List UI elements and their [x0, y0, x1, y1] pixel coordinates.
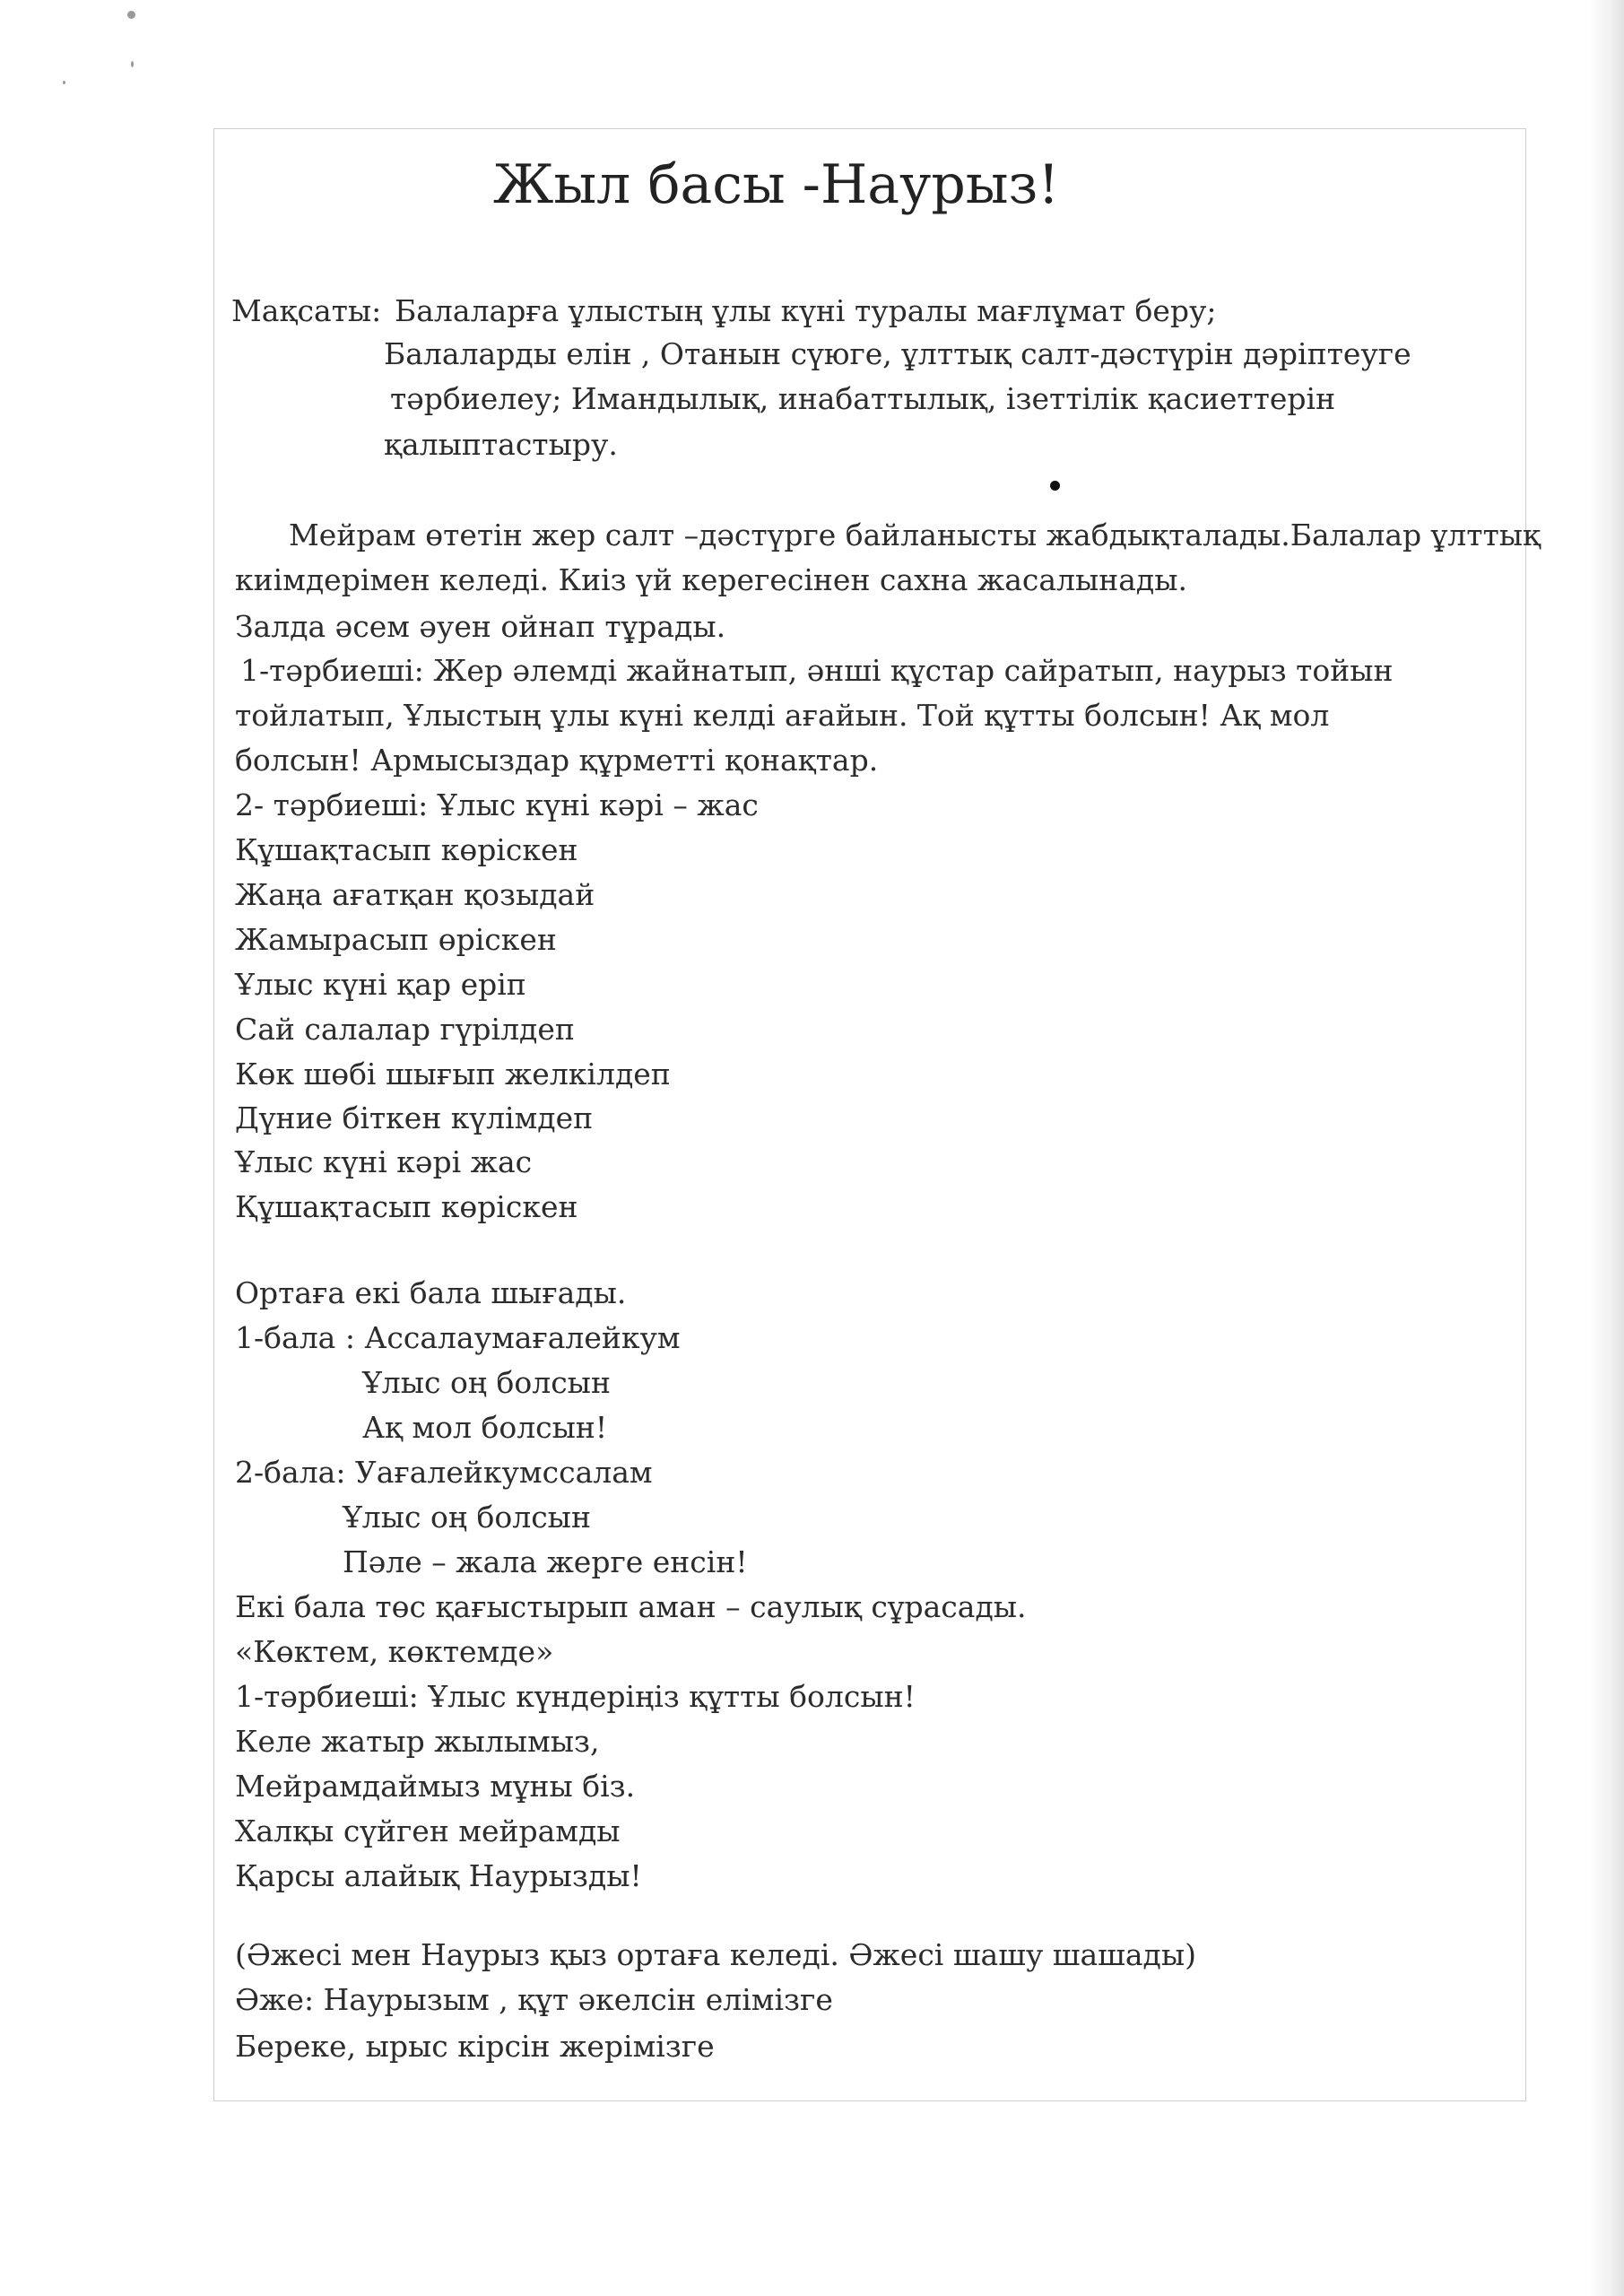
body-line: Ұлыс күні кәрі жас [235, 1144, 533, 1179]
body-line: болсын! Армысыздар құрметті қонақтар. [235, 743, 879, 778]
goal-line: тәрбиелеу; Имандылық, инабаттылық, ізеттілік қасиеттерін [390, 381, 1336, 416]
goal-line: Балаларға ұлыстың ұлы күні туралы мағлұмат беру; [395, 293, 1217, 328]
body-line: 2-бала: Уағалейкумссалам [235, 1455, 653, 1490]
document-title: Жыл басы -Наурыз! [493, 153, 1060, 216]
body-line: тойлатып, Ұлыстың ұлы күні келді ағайын. Той құтты болсын! Ақ мол [235, 698, 1330, 733]
body-line: Пәле – жала жерге енсін! [343, 1544, 748, 1579]
scan-speck [127, 11, 135, 19]
body-line: Көк шөбі шығып желкілдеп [235, 1057, 671, 1091]
body-line: Құшақтасып көріскен [235, 1189, 578, 1224]
scan-edge-shadow [1588, 0, 1624, 2296]
body-line: (Әжесі мен Наурыз қыз ортаға келеді. Әжесі шашу шашады) [235, 1937, 1196, 1972]
body-line: Жаңа ағатқан қозыдай [235, 877, 595, 912]
body-line: Ортаға екі бала шығады. [235, 1275, 627, 1310]
body-line: 1-тәрбиеші: Ұлыс күндеріңіз құтты болсын! [235, 1679, 916, 1714]
goal-line: Балаларды елін , Отанын сүюге, ұлттық салт-дәстүрін дәріптеуге [384, 336, 1411, 371]
body-line: Залда әсем әуен ойнап тұрады. [235, 609, 726, 644]
body-line: Ұлыс күні қар еріп [235, 967, 526, 1002]
body-line: Дүние біткен күлімдеп [235, 1100, 594, 1135]
body-line: Келе жатыр жылымыз, [235, 1724, 600, 1759]
body-line: Ұлыс оң болсын [343, 1500, 591, 1535]
goal-label: Мақсаты: [231, 293, 382, 328]
body-line: Сай салалар гүрілдеп [235, 1012, 575, 1047]
body-line: Мейрам өтетін жер салт –дәстүрге байланысты жабдықталады.Балалар ұлттық [289, 517, 1541, 552]
body-line: 2- тәрбиеші: Ұлыс күні кәрі – жас [235, 787, 759, 822]
body-line: Жамырасып өріскен [235, 922, 557, 957]
scan-speck [63, 81, 65, 84]
body-line: Екі бала төс қағыстырып аман – саулық сұрасады. [235, 1589, 1027, 1624]
body-line: Қарсы алайық Наурызды! [235, 1858, 642, 1893]
body-line: Мейрамдаймыз мұны біз. [235, 1769, 636, 1804]
body-line: Ұлыс оң болсын [362, 1365, 611, 1400]
body-line: «Көктем, көктемде» [235, 1634, 554, 1669]
body-line: Ақ мол болсын! [362, 1410, 608, 1445]
body-line: 1-тәрбиеші: Жер әлемді жайнатып, әнші құстар сайратып, наурыз тойын [240, 653, 1394, 688]
body-line: киімдерімен келеді. Киіз үй керегесінен сахна жасалынады. [235, 562, 1188, 597]
scan-speck [131, 61, 134, 67]
body-line: Әже: Наурызым , құт әкелсін елімізге [235, 1982, 833, 2017]
body-line: Құшақтасып көріскен [235, 832, 578, 867]
body-line: 1-бала : Ассалаумағалейкум [235, 1320, 681, 1355]
body-line: Халқы сүйген мейрамды [235, 1813, 621, 1848]
body-line: Береке, ырыс кірсін жерімізге [235, 2029, 715, 2064]
goal-line: қалыптастыру. [384, 427, 618, 462]
ink-dot [1050, 481, 1060, 491]
